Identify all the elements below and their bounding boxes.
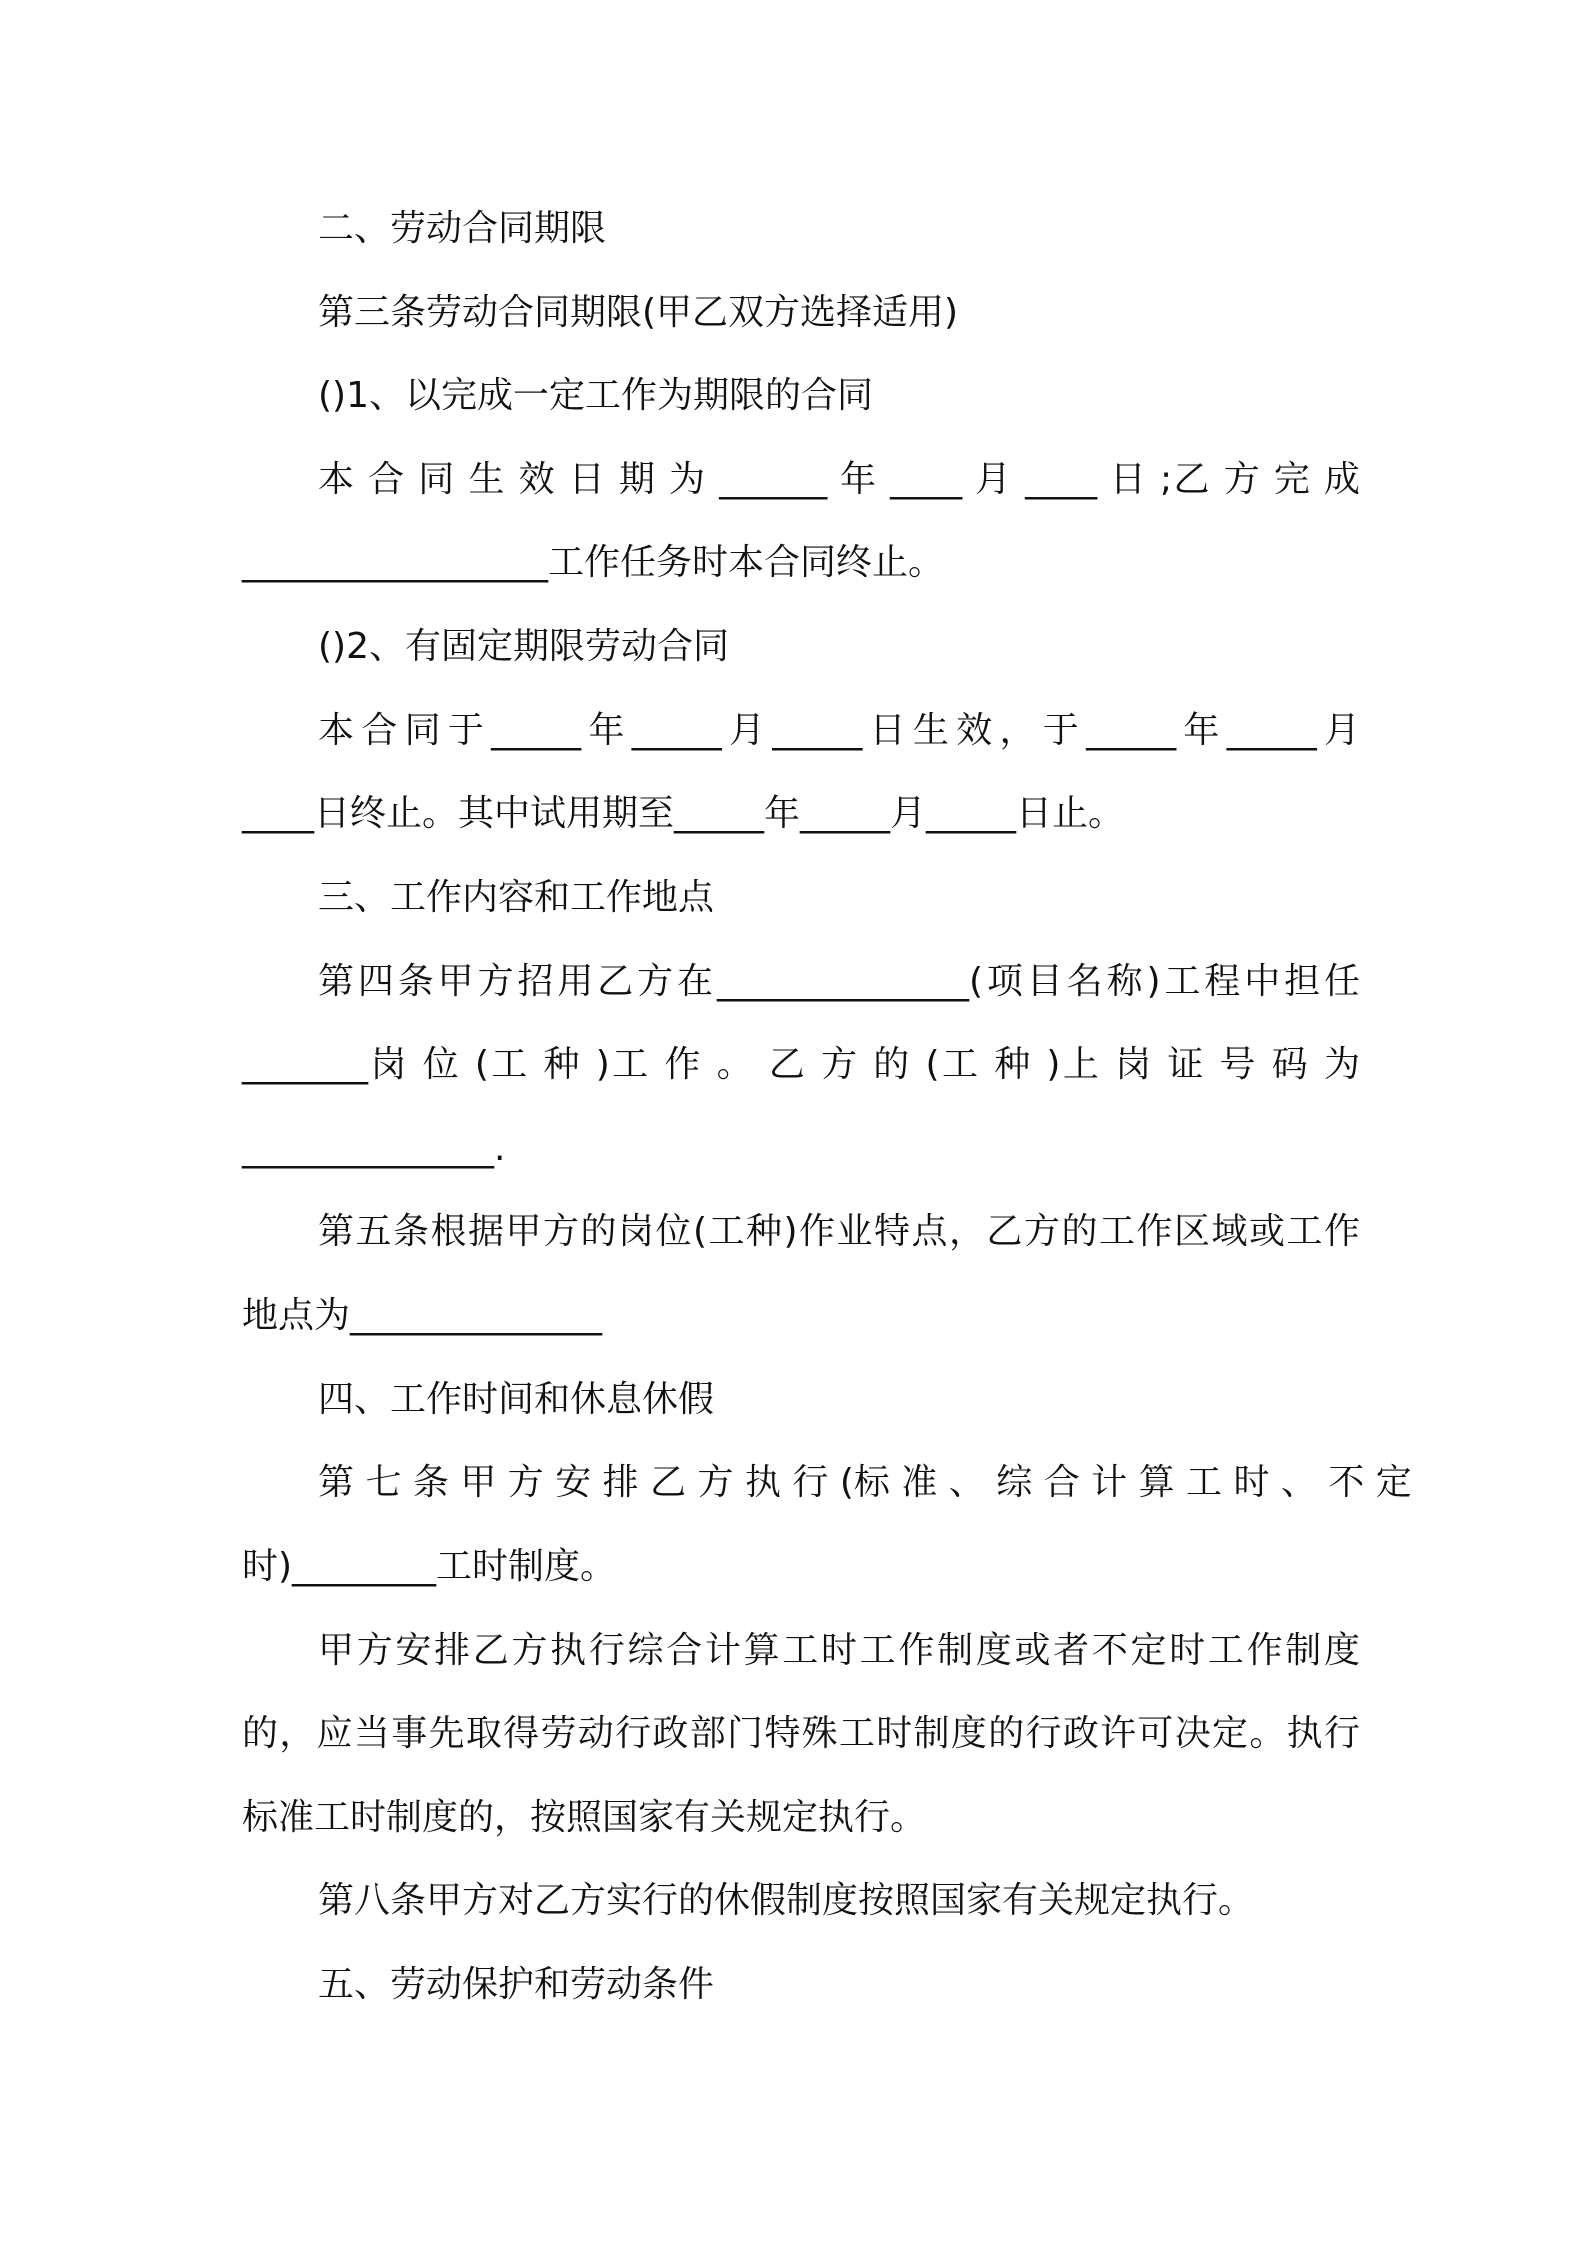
option-2-line-2: ____日终止。其中试用期至_____年_____月_____日止。 [242,793,1125,834]
option-1-line-2: _________________工作任务时本合同终止。 [242,542,945,583]
option-1-line-1: 本 合 同 生 效 日 期 为 ______ 年 ____ 月 ____ 日 ;乙 方 完 成 [318,459,1360,500]
paragraph-work-hours-line-3: 标准工时制度的，按照国家有关规定执行。 [242,1797,927,1838]
section-heading-work-content: 三、工作内容和工作地点 [318,877,715,918]
article-7-line-1: 第 七 条 甲 方 安 排 乙 方 执 行 (标 准 、 综 合 计 算 工 时 、 不 定 [318,1462,1412,1503]
article-4-line-2: _______岗 位 (工 种 )工 作 。 乙 方 的 (工 种 )上 岗 证 号 码 为 [242,1044,1360,1085]
paragraph-work-hours-line-2: 的，应当事先取得劳动行政部门特殊工时制度的行政许可决定。执行 [242,1713,1360,1754]
article-8: 第八条甲方对乙方实行的休假制度按照国家有关规定执行。 [318,1880,1255,1921]
paragraph-work-hours-line-1: 甲方安排乙方执行综合计算工时工作制度或者不定时工作制度 [318,1630,1360,1671]
option-2-title: ()2、有固定期限劳动合同 [318,626,729,667]
article-3-title: 第三条劳动合同期限(甲乙双方选择适用) [318,292,959,333]
article-4-line-1: 第四条甲方招用乙方在______________(项目名称)工程中担任 [318,961,1360,1002]
article-5-line-2: 地点为______________ [242,1295,603,1336]
section-heading-contract-term: 二、劳动合同期限 [318,208,607,249]
section-heading-work-hours: 四、工作时间和休息休假 [318,1379,715,1420]
option-2-line-1: 本合同于_____年_____月_____日生效，于_____年_____月 [318,710,1360,751]
article-4-line-3: ______________. [242,1128,506,1169]
article-5-line-1: 第五条根据甲方的岗位(工种)作业特点，乙方的工作区域或工作 [318,1211,1360,1252]
article-7-line-2: 时)________工时制度。 [242,1546,617,1587]
option-1-title: ()1、以完成一定工作为期限的合同 [318,375,873,416]
section-heading-labor-protection: 五、劳动保护和劳动条件 [318,1964,715,2005]
